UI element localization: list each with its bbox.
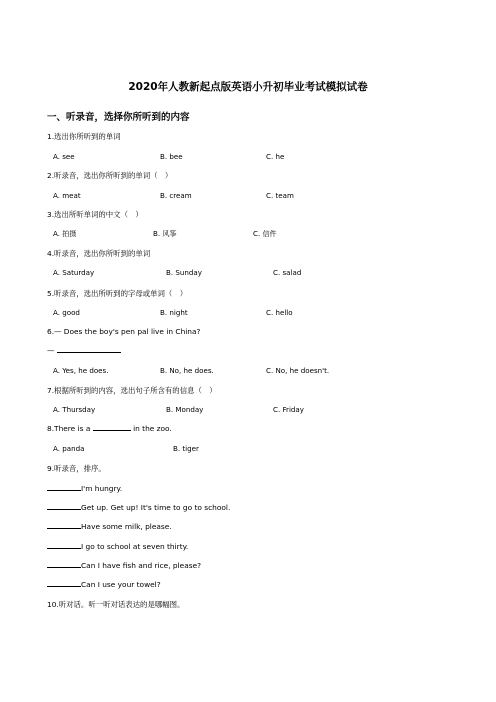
question-2: 2.听录音，选出你所听到的单词（ ） bbox=[47, 171, 173, 180]
question-3: 3.选出所听单词的中文（ ） bbox=[47, 210, 143, 219]
ordering-item bbox=[47, 503, 230, 512]
q5-option-a: A. good bbox=[53, 308, 80, 317]
q3-option-a: A. 拍摄 bbox=[53, 229, 77, 238]
q6-answer-blank bbox=[57, 346, 121, 353]
ordering-item bbox=[47, 522, 172, 531]
q3-option-b: B. 风筝 bbox=[153, 229, 177, 238]
q5-option-b: B. night bbox=[160, 308, 188, 317]
question-8 bbox=[47, 424, 172, 433]
q6-option-a: A. Yes, he does. bbox=[53, 366, 109, 375]
ordering-sentence: I go to school at seven thirty. bbox=[81, 542, 189, 551]
q2-option-c: C. team bbox=[266, 191, 294, 200]
q7-option-c: C. Friday bbox=[273, 405, 304, 414]
ordering-sentence: I'm hungry. bbox=[81, 484, 123, 493]
q6-answer-dash: — bbox=[47, 346, 55, 355]
q8-option-b: B. tiger bbox=[173, 444, 199, 453]
q3-option-c: C. 信件 bbox=[253, 229, 277, 238]
q2-option-b: B. cream bbox=[160, 191, 192, 200]
ordering-blank bbox=[47, 561, 81, 568]
section-heading-listening: 一、听录音，选择你所听到的内容 bbox=[47, 112, 190, 123]
ordering-item bbox=[47, 580, 161, 589]
ordering-blank bbox=[47, 542, 81, 549]
q1-option-c: C. he bbox=[266, 152, 285, 161]
q6-answer-line bbox=[47, 346, 121, 355]
question-9: 9.听录音，排序。 bbox=[47, 464, 106, 473]
exam-title: 2020年人教新起点版英语小升初毕业考试模拟试卷 bbox=[128, 81, 368, 93]
q1-option-b: B. bee bbox=[160, 152, 183, 161]
question-6: 6.— Does the boy's pen pal live in China? bbox=[47, 327, 201, 336]
ordering-blank bbox=[47, 503, 81, 510]
ordering-sentence: Get up. Get up! It's time to go to school. bbox=[81, 503, 231, 512]
ordering-item bbox=[47, 561, 201, 570]
ordering-sentence: Have some milk, please. bbox=[81, 522, 172, 531]
question-1: 1.选出你所听到的单词 bbox=[47, 132, 121, 141]
q6-option-b: B. No, he does. bbox=[160, 366, 214, 375]
ordering-item bbox=[47, 542, 188, 551]
ordering-blank bbox=[47, 522, 81, 529]
q2-option-a: A. meat bbox=[53, 191, 81, 200]
q8-option-a: A. panda bbox=[53, 444, 85, 453]
q5-option-c: C. hello bbox=[266, 308, 293, 317]
q7-option-b: B. Monday bbox=[166, 405, 204, 414]
question-7: 7.根据所听到的内容，选出句子所含有的信息（ ） bbox=[47, 386, 217, 395]
q4-option-b: B. Sunday bbox=[166, 268, 202, 277]
ordering-blank bbox=[47, 484, 81, 491]
question-10: 10.听对话。听一听对话表达的是哪幅图。 bbox=[47, 600, 185, 609]
q8-answer-blank bbox=[93, 424, 131, 431]
q6-option-c: C. No, he doesn't. bbox=[266, 366, 330, 375]
q4-option-c: C. salad bbox=[273, 268, 302, 277]
ordering-sentence: Can I use your towel? bbox=[81, 580, 161, 589]
q8-text-post: in the zoo. bbox=[133, 424, 172, 433]
ordering-item bbox=[47, 484, 122, 493]
ordering-sentence: Can I have fish and rice, please? bbox=[81, 561, 202, 570]
question-4: 4.听录音，选出你所听到的单词 bbox=[47, 249, 151, 258]
q7-option-a: A. Thursday bbox=[53, 405, 96, 414]
q4-option-a: A. Saturday bbox=[53, 268, 95, 277]
ordering-blank bbox=[47, 580, 81, 587]
q1-option-a: A. see bbox=[53, 152, 75, 161]
q8-text-pre: 8.There is a bbox=[47, 424, 91, 433]
question-5: 5.听录音，选出所听到的字母或单词（ ） bbox=[47, 289, 188, 298]
